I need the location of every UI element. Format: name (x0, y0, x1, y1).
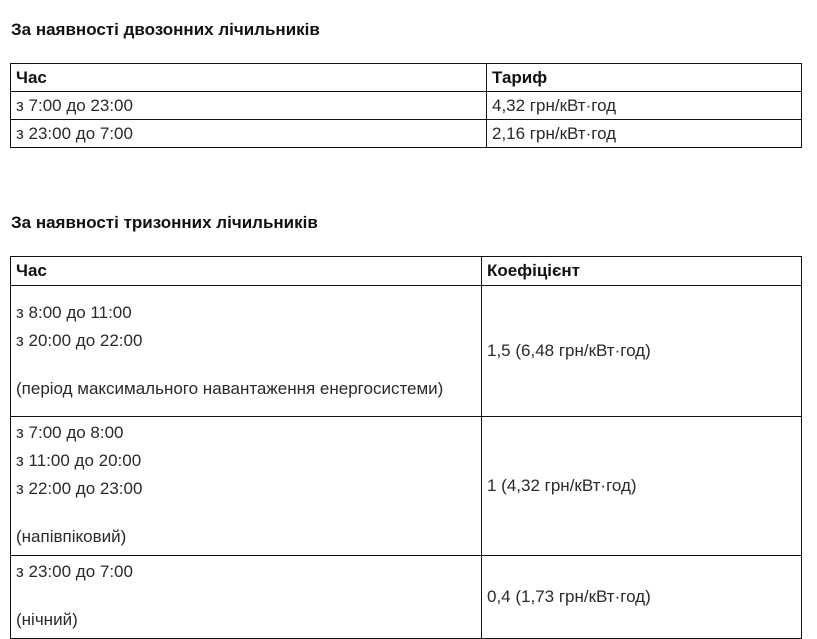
coefficient-cell: 1,5 (6,48 грн/кВт·год) (482, 286, 802, 417)
column-header-tariff: Тариф (487, 64, 802, 92)
time-range: з 22:00 до 23:00 (16, 479, 143, 498)
tariff-cell: 2,16 грн/кВт·год (487, 120, 802, 148)
two-zone-tariff-table (10, 63, 802, 148)
table-header-row (11, 64, 802, 92)
period-note: (період максимального навантаження енергосистеми) (16, 379, 444, 398)
time-range: з 7:00 до 8:00 (16, 423, 124, 442)
tariff-cell: 4,32 грн/кВт·год (487, 92, 802, 120)
time-range: з 20:00 до 22:00 (16, 331, 143, 350)
time-cell: з 23:00 до 7:00 (11, 120, 487, 148)
spacer (16, 587, 477, 607)
table-row-semi-peak (11, 417, 802, 556)
two-zone-heading: За наявності двозонних лічильників (11, 20, 320, 39)
column-header-time: Час (11, 64, 487, 92)
table-row-peak (11, 286, 802, 417)
coefficient-cell: 1 (4,32 грн/кВт·год) (482, 417, 802, 556)
table-header-row (11, 257, 802, 286)
column-header-time: Час (11, 257, 482, 286)
three-zone-heading: За наявності тризонних лічильників (11, 213, 318, 232)
time-cell (11, 286, 482, 417)
time-cell (11, 417, 482, 556)
time-cell (11, 556, 482, 639)
spacer (16, 504, 477, 524)
time-range: з 23:00 до 7:00 (16, 562, 133, 581)
time-range: з 11:00 до 20:00 (16, 451, 142, 470)
time-range: з 8:00 до 11:00 (16, 303, 132, 322)
table-row (11, 120, 802, 148)
coefficient-cell: 0,4 (1,73 грн/кВт·год) (482, 556, 802, 639)
period-note: (напівпіковий) (16, 527, 127, 546)
spacer (16, 356, 477, 376)
period-note: (нічний) (16, 610, 78, 629)
three-zone-tariff-table (10, 256, 802, 639)
table-row-night (11, 556, 802, 639)
table-row (11, 92, 802, 120)
column-header-coefficient: Коефіцієнт (482, 257, 802, 286)
time-cell: з 7:00 до 23:00 (11, 92, 487, 120)
